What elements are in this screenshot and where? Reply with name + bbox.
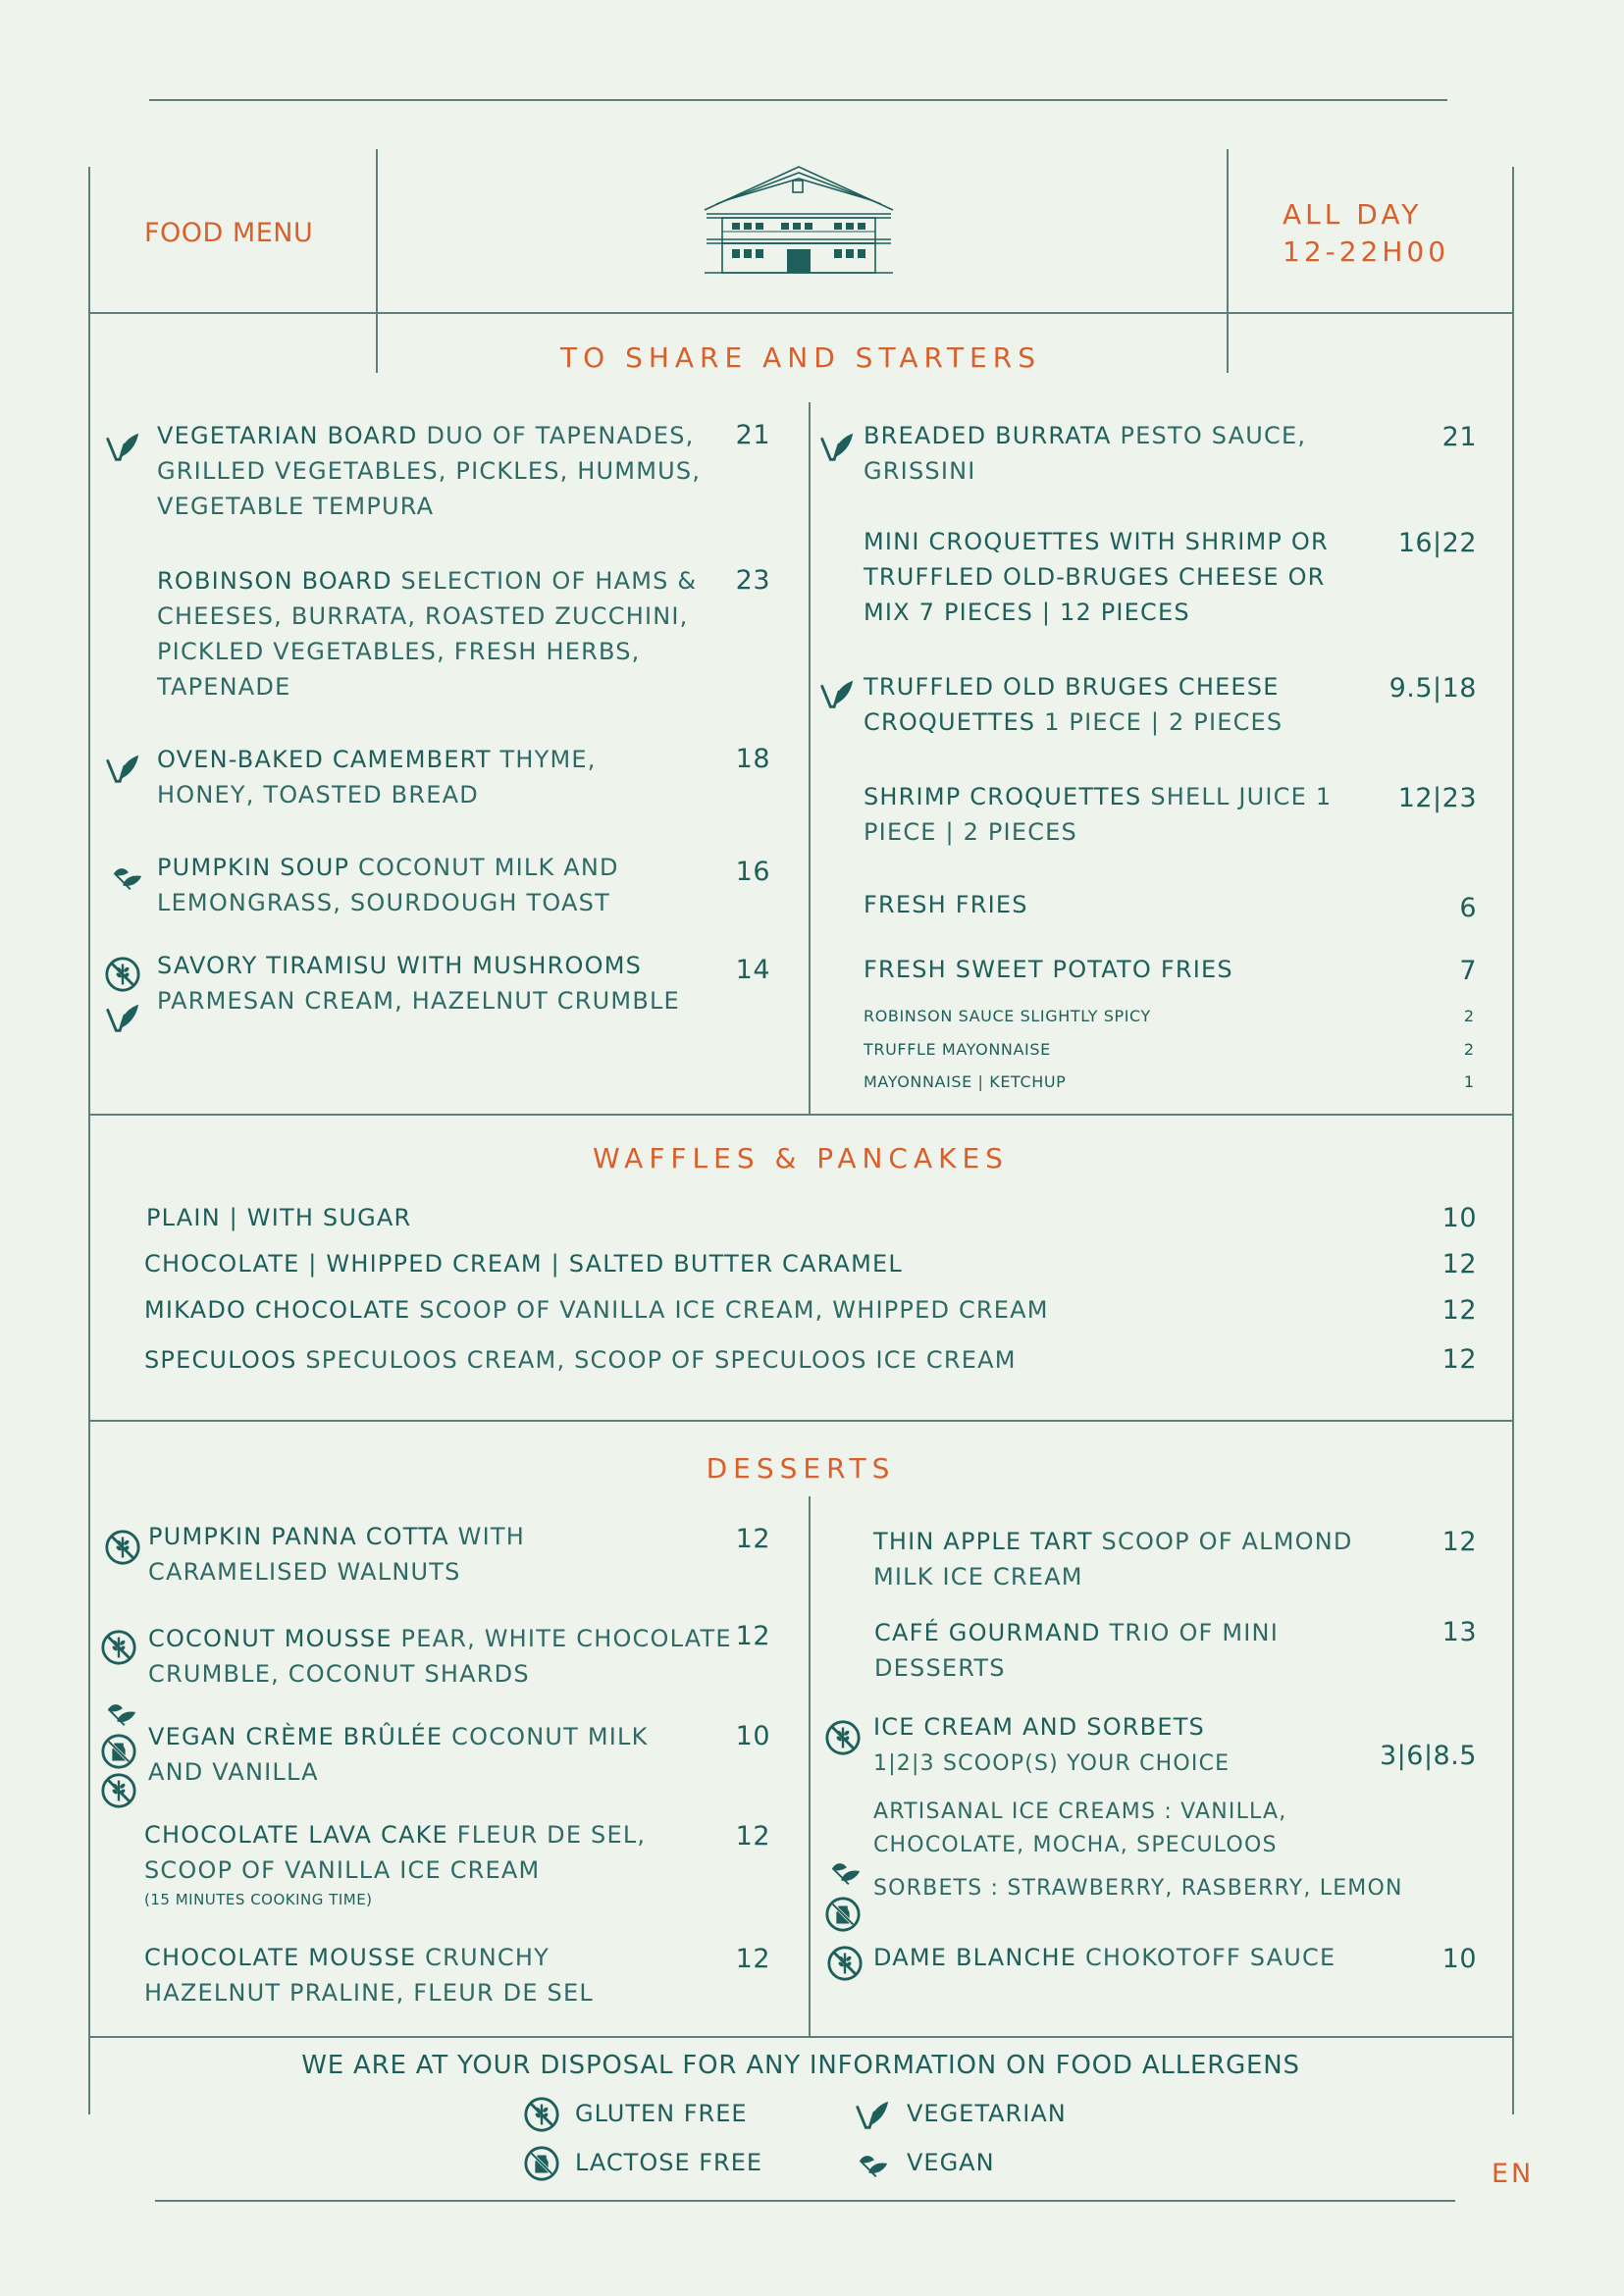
gluten-free-icon <box>824 1719 862 1756</box>
menu-item-ice-cream-sorbets: ICE CREAM AND SORBETS 1|2|3 SCOOP(S) YOUR CHOICE <box>873 1713 1231 1776</box>
gluten-free-icon <box>104 1529 141 1566</box>
menu-item-speculoos: SPECULOOS SPECULOOS CREAM, SCOOP OF SPECULOOS ICE CREAM <box>144 1346 1017 1374</box>
menu-item-robinson-board: ROBINSON BOARD SELECTION OF HAMS & CHEESES, BURRATA, ROASTED ZUCCHINI, PICKLED VEGETABLES, FRESH HERBS, TAPENADE <box>157 567 698 701</box>
menu-item-chocolate-lava-cake: CHOCOLATE LAVA CAKE FLEUR DE SEL, SCOOP OF VANILLA ICE CREAM (15 MINUTES COOKING TIME) <box>144 1821 647 1908</box>
gluten-free-icon <box>104 956 141 993</box>
header-divider-2 <box>1227 149 1229 373</box>
sauce-truffle-mayonnaise: TRUFFLE MAYONNAISE <box>864 1040 1051 1059</box>
price-thin-apple-tart: 12 <box>1441 1527 1477 1557</box>
price-pumpkin-soup: 16 <box>735 857 770 887</box>
legend-lactose-free: LACTOSE FREE <box>575 2149 763 2176</box>
starters-bottom-rule <box>88 1114 1513 1116</box>
starters-column-divider <box>809 402 811 1114</box>
restaurant-logo-house <box>703 163 895 275</box>
legend-gluten-free: GLUTEN FREE <box>575 2100 748 2127</box>
section-title-waffles: WAFFLES & PANCAKES <box>593 1142 1009 1174</box>
price-pumpkin-panna-cotta: 12 <box>735 1524 770 1554</box>
vegetarian-icon <box>854 2096 891 2133</box>
menu-item-vegetarian-board: VEGETARIAN BOARD DUO OF TAPENADES, GRILLED VEGETABLES, PICKLES, HUMMUS, VEGETABLE TEMPURA <box>157 422 702 520</box>
ice-cream-flavours: ARTISANAL ICE CREAMS : VANILLA, CHOCOLATE, MOCHA, SPECULOOS <box>873 1800 1287 1857</box>
price-breaded-burrata: 21 <box>1441 422 1477 452</box>
price-plain-waffle: 10 <box>1441 1203 1477 1233</box>
vegan-icon <box>854 2145 891 2182</box>
price-ice-cream-sorbets: 3|6|8.5 <box>1380 1741 1477 1771</box>
menu-item-truffled-croquettes: TRUFFLED OLD BRUGES CHEESE CROQUETTES 1 PIECE | 2 PIECES <box>864 673 1283 736</box>
price-cafe-gourmand: 13 <box>1441 1617 1477 1647</box>
frame-left <box>88 167 90 2114</box>
menu-item-fresh-fries: FRESH FRIES <box>864 891 1028 918</box>
menu-item-shrimp-croquettes: SHRIMP CROQUETTES SHELL JUICE 1 PIECE | 2 PIECES <box>864 783 1333 846</box>
price-vegetarian-board: 21 <box>735 420 770 450</box>
menu-item-pumpkin-panna-cotta: PUMPKIN PANNA COTTA WITH CARAMELISED WALNUTS <box>148 1523 525 1586</box>
menu-item-chocolate-mousse: CHOCOLATE MOUSSE CRUNCHY HAZELNUT PRALINE, FLEUR DE SEL <box>144 1944 594 2007</box>
language-switch[interactable]: EN <box>1492 2159 1535 2189</box>
food-menu-label: FOOD MENU <box>144 218 314 248</box>
menu-item-cafe-gourmand: CAFÉ GOURMAND TRIO OF MINI DESSERTS <box>874 1619 1279 1682</box>
price-speculoos: 12 <box>1441 1344 1477 1375</box>
header-divider-1 <box>376 149 378 373</box>
price-chocolate-lava-cake: 12 <box>735 1821 770 1852</box>
section-title-desserts: DESSERTS <box>706 1452 896 1485</box>
price-sauce-robinson: 2 <box>1463 1007 1474 1025</box>
price-sauce-truffle-mayonnaise: 2 <box>1463 1040 1474 1059</box>
price-dame-blanche: 10 <box>1441 1944 1477 1974</box>
desserts-column-divider <box>809 1496 811 2036</box>
desserts-bottom-rule <box>88 2036 1513 2038</box>
legend-vegetarian: VEGETARIAN <box>907 2100 1067 2127</box>
price-coconut-mousse: 12 <box>735 1621 770 1651</box>
bottom-rule <box>155 2200 1455 2202</box>
menu-item-coconut-mousse: COCONUT MOUSSE PEAR, WHITE CHOCOLATE CRUMBLE, COCONUT SHARDS <box>148 1625 732 1688</box>
price-savory-tiramisu: 14 <box>735 955 770 985</box>
gluten-free-icon <box>100 1629 137 1666</box>
price-sauce-mayonnaise-ketchup: 1 <box>1463 1072 1474 1091</box>
vegan-icon <box>826 1852 864 1890</box>
menu-item-thin-apple-tart: THIN APPLE TART SCOOP OF ALMOND MILK ICE CREAM <box>873 1528 1353 1591</box>
sauce-mayonnaise-ketchup: MAYONNAISE | KETCHUP <box>864 1072 1067 1091</box>
vegan-icon <box>102 1694 139 1731</box>
lactose-free-icon <box>100 1733 137 1770</box>
sauce-robinson: ROBINSON SAUCE SLIGHTLY SPICY <box>864 1007 1151 1025</box>
top-rule <box>149 99 1447 101</box>
menu-item-breaded-burrata: BREADED BURRATA PESTO SAUCE, GRISSINI <box>864 422 1307 485</box>
price-fresh-fries: 6 <box>1459 893 1477 923</box>
vegetarian-icon <box>818 428 856 465</box>
vegan-icon <box>108 858 145 895</box>
menu-item-mini-croquettes: MINI CROQUETTES WITH SHRIMP OR TRUFFLED OLD-BRUGES CHEESE OR MIX 7 PIECES | 12 PIECES <box>864 528 1329 626</box>
gluten-free-icon <box>100 1772 137 1809</box>
allergen-notice: WE ARE AT YOUR DISPOSAL FOR ANY INFORMATION ON FOOD ALLERGENS <box>301 2051 1300 2080</box>
lactose-free-icon <box>523 2145 560 2182</box>
price-mini-croquettes: 16|22 <box>1397 528 1477 558</box>
waffles-bottom-rule <box>88 1420 1513 1422</box>
vegetarian-icon <box>104 750 141 787</box>
menu-item-chocolate-waffle: CHOCOLATE | WHIPPED CREAM | SALTED BUTTER CARAMEL <box>144 1250 903 1278</box>
price-chocolate-mousse: 12 <box>735 1944 770 1974</box>
price-shrimp-croquettes: 12|23 <box>1397 783 1477 813</box>
menu-item-plain-waffle: PLAIN | WITH SUGAR <box>146 1204 412 1231</box>
menu-item-dame-blanche: DAME BLANCHE CHOKOTOFF SAUCE <box>873 1944 1336 1971</box>
price-camembert: 18 <box>735 744 770 774</box>
header-bottom-rule <box>88 312 1513 314</box>
vegetarian-icon <box>818 675 856 712</box>
lactose-free-icon <box>824 1896 862 1933</box>
hours-line-2: 12-22H00 <box>1283 235 1450 268</box>
vegetarian-icon <box>104 999 141 1036</box>
section-title-starters: TO SHARE AND STARTERS <box>560 341 1041 374</box>
price-robinson-board: 23 <box>735 565 770 596</box>
price-vegan-creme-brulee: 10 <box>735 1721 770 1751</box>
menu-item-savory-tiramisu: SAVORY TIRAMISU WITH MUSHROOMS PARMESAN CREAM, HAZELNUT CRUMBLE <box>157 952 680 1015</box>
hours-line-1: ALL DAY <box>1283 198 1423 231</box>
menu-item-pumpkin-soup: PUMPKIN SOUP COCONUT MILK AND LEMONGRASS, SOURDOUGH TOAST <box>157 854 619 916</box>
menu-item-sweet-potato-fries: FRESH SWEET POTATO FRIES <box>864 956 1233 983</box>
menu-item-camembert: OVEN-BAKED CAMEMBERT THYME, HONEY, TOASTED BREAD <box>157 746 597 809</box>
frame-right <box>1512 167 1514 2114</box>
price-truffled-croquettes: 9.5|18 <box>1388 673 1477 704</box>
sorbet-flavours: SORBETS : STRAWBERRY, RASBERRY, LEMON <box>873 1876 1403 1901</box>
price-mikado-chocolate: 12 <box>1441 1295 1477 1326</box>
price-sweet-potato-fries: 7 <box>1459 956 1477 986</box>
price-chocolate-waffle: 12 <box>1441 1249 1477 1279</box>
gluten-free-icon <box>523 2096 560 2133</box>
menu-item-mikado-chocolate: MIKADO CHOCOLATE SCOOP OF VANILLA ICE CREAM, WHIPPED CREAM <box>144 1296 1049 1324</box>
gluten-free-icon <box>826 1945 864 1982</box>
menu-item-vegan-creme-brulee: VEGAN CRÈME BRÛLÉE COCONUT MILK AND VANILLA <box>148 1723 649 1786</box>
vegetarian-icon <box>104 428 141 465</box>
legend-vegan: VEGAN <box>907 2149 995 2176</box>
